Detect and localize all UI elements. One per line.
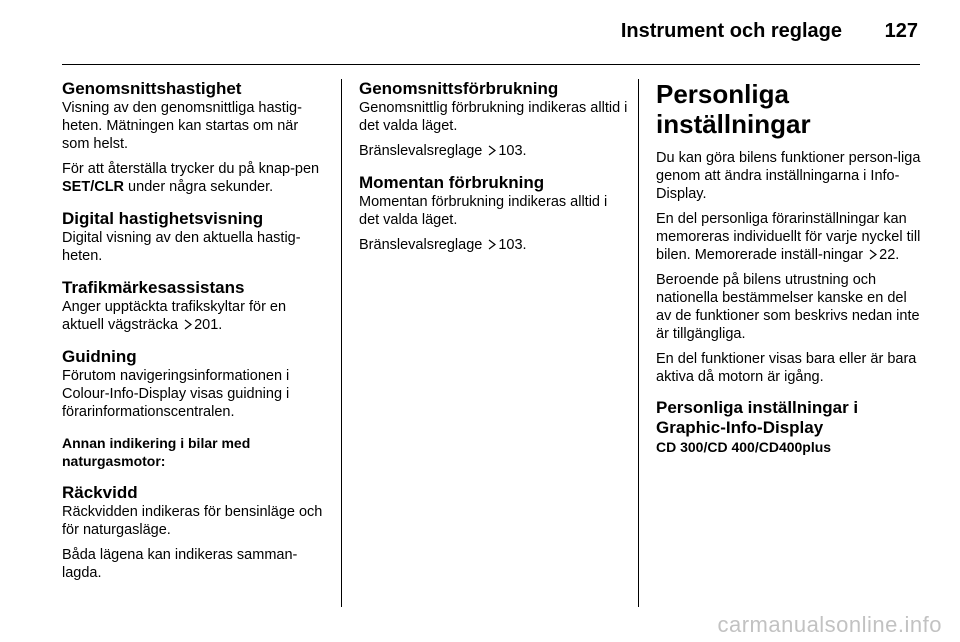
paragraph: En del funktioner visas bara eller är bara aktiva då motorn är igång. bbox=[656, 351, 917, 385]
button-name-setclr: SET/CLR bbox=[62, 179, 125, 195]
page-number: 127 bbox=[884, 20, 918, 42]
column-3 bbox=[656, 79, 924, 456]
page-reference[interactable] bbox=[486, 237, 526, 253]
page-ref-number: 103. bbox=[498, 143, 527, 159]
section-traffic-sign-assist bbox=[62, 278, 328, 334]
section-momentary-consumption bbox=[359, 173, 629, 254]
section-guidance bbox=[62, 347, 328, 421]
column-1 bbox=[62, 79, 328, 595]
section-heading: Trafikmärkesassistans bbox=[62, 278, 245, 297]
section-average-consumption bbox=[359, 79, 629, 160]
paragraph bbox=[62, 298, 328, 334]
paragraph: Räckvidden indikeras för bensinläge och för naturgasläge. bbox=[62, 504, 323, 538]
section-cng-indication bbox=[62, 434, 328, 470]
section-heading: Digital hastighetsvisning bbox=[62, 209, 264, 228]
page-ref-arrow-icon bbox=[184, 319, 192, 330]
page-ref-number: 22. bbox=[879, 247, 900, 263]
paragraph: Beroende på bilens utrustning och nationella bestämmelser kanske en del av de funktioner som beskrivs nedan inte är tillgängliga. bbox=[656, 272, 920, 342]
paragraph: Genomsnittlig förbrukning indikeras alltid i det valda läget. bbox=[359, 100, 628, 134]
page-ref-number: 103. bbox=[498, 237, 527, 253]
sub-heading: Annan indikering i bilar med naturgasmotor: bbox=[62, 435, 251, 469]
paragraph: Momentan förbrukning indikeras alltid i det valda läget. bbox=[359, 194, 608, 228]
chapter-title: Personliga inställningar bbox=[656, 79, 811, 139]
section-heading: Momentan förbrukning bbox=[359, 173, 545, 192]
header-title: Instrument och reglage bbox=[620, 20, 842, 42]
paragraph bbox=[656, 210, 924, 264]
section-digital-speed bbox=[62, 209, 328, 265]
section-heading: Guidning bbox=[62, 347, 137, 366]
section-heading: Räckvidd bbox=[62, 483, 138, 502]
section-heading: Personliga inställningar i Graphic-Info-Display bbox=[656, 398, 859, 437]
text: Bränslevalsreglage bbox=[359, 237, 487, 253]
page-ref-arrow-icon bbox=[488, 239, 496, 250]
page-header bbox=[62, 0, 920, 65]
page-ref-number: 201. bbox=[194, 317, 223, 333]
text: För att återställa trycker du på knap-pen bbox=[62, 161, 320, 177]
page-reference[interactable] bbox=[182, 317, 222, 333]
watermark: carmanualsonline.info bbox=[717, 612, 942, 637]
paragraph bbox=[359, 142, 629, 160]
section-heading: Genomsnittshastighet bbox=[62, 79, 242, 98]
section-range bbox=[62, 483, 328, 582]
text: Bränslevalsreglage bbox=[359, 143, 487, 159]
column-2 bbox=[359, 79, 629, 267]
paragraph: Visning av den genomsnittliga hastig-heten. Mätningen kan startas om när som helst. bbox=[62, 100, 302, 152]
paragraph bbox=[62, 160, 328, 196]
paragraph: Du kan göra bilens funktioner person-liga genom att ändra inställningarna i Info-Display. bbox=[656, 150, 921, 202]
page-ref-arrow-icon bbox=[488, 145, 496, 156]
text: under några sekunder. bbox=[124, 179, 274, 195]
paragraph: Båda lägena kan indikeras samman-lagda. bbox=[62, 547, 298, 581]
section-heading: Genomsnittsförbrukning bbox=[359, 79, 559, 98]
paragraph bbox=[359, 236, 629, 254]
column-divider-1 bbox=[341, 79, 342, 607]
paragraph: Förutom navigeringsinformationen i Colour-Info-Display visas guidning i förarinformationscentralen. bbox=[62, 368, 290, 420]
sub-heading: CD 300/CD 400/CD400plus bbox=[656, 439, 832, 455]
paragraph: Digital visning av den aktuella hastig-heten. bbox=[62, 230, 301, 264]
section-average-speed bbox=[62, 79, 328, 196]
text: Anger upptäckta trafikskyltar för en aktuell vägsträcka bbox=[62, 299, 287, 333]
page-reference[interactable] bbox=[867, 247, 899, 263]
page-ref-arrow-icon bbox=[869, 249, 877, 260]
text: En del personliga förarinställningar kan memoreras individuellt för varje nyckel till bilen. Memorerade inställ-ningar bbox=[656, 211, 921, 263]
column-divider-2 bbox=[638, 79, 639, 607]
page-reference[interactable] bbox=[486, 143, 526, 159]
